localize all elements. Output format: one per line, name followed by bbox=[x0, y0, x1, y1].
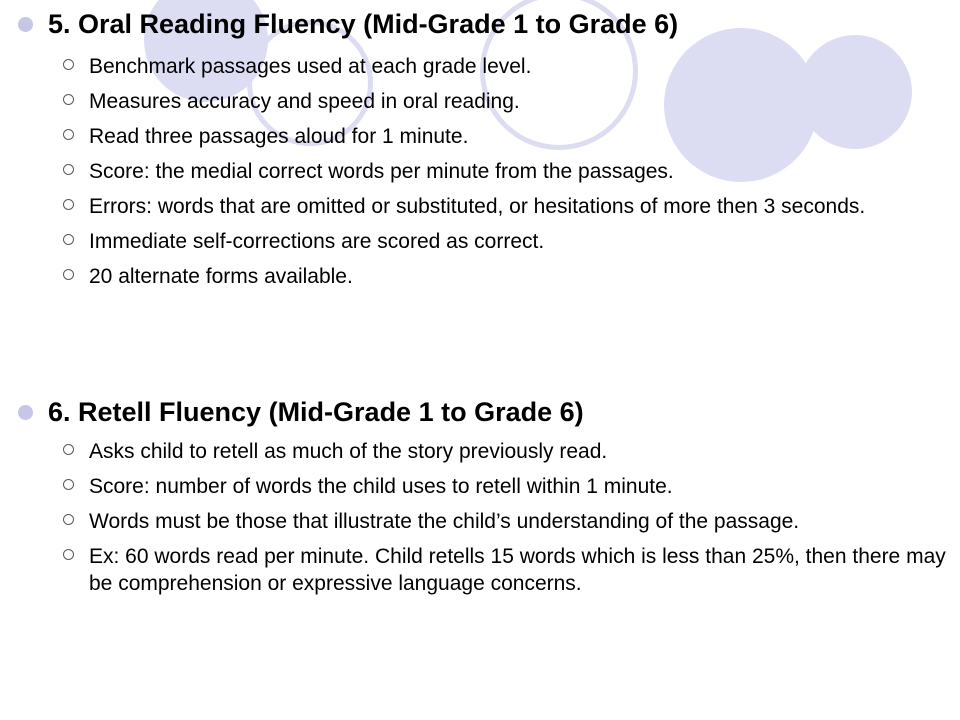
ring-bullet-icon bbox=[63, 479, 74, 490]
list-item-text: Score: the medial correct words per minute from the passages. bbox=[89, 160, 674, 183]
bullet-list bbox=[0, 438, 960, 597]
list-item bbox=[0, 53, 960, 80]
list-item bbox=[0, 193, 960, 220]
ring-bullet-icon bbox=[63, 444, 74, 455]
section-heading-text: 5. Oral Reading Fluency (Mid-Grade 1 to Grade 6) bbox=[48, 9, 679, 39]
bullet-list bbox=[0, 53, 960, 290]
list-item-text: Benchmark passages used at each grade level. bbox=[89, 55, 532, 78]
ring-bullet-icon bbox=[63, 164, 74, 175]
list-item-text: Measures accuracy and speed in oral reading. bbox=[89, 90, 520, 113]
list-item bbox=[0, 438, 960, 465]
ring-bullet-icon bbox=[63, 269, 74, 280]
list-item bbox=[0, 228, 960, 255]
list-item-text: Read three passages aloud for 1 minute. bbox=[89, 125, 469, 148]
list-item-text: Immediate self-corrections are scored as correct. bbox=[89, 230, 545, 253]
list-item bbox=[0, 473, 960, 500]
list-item bbox=[0, 508, 960, 535]
bullet-icon bbox=[18, 17, 33, 32]
ring-bullet-icon bbox=[63, 549, 74, 560]
list-item bbox=[0, 123, 960, 150]
ring-bullet-icon bbox=[63, 514, 74, 525]
list-item-text: Ex: 60 words read per minute. Child retells 15 words which is less than 25%, then there may be comprehension or expressive language concerns. bbox=[89, 545, 946, 595]
section-heading bbox=[0, 4, 960, 44]
section-heading bbox=[0, 392, 960, 432]
ring-bullet-icon bbox=[63, 199, 74, 210]
section-oral-reading-fluency bbox=[0, 4, 960, 290]
ring-bullet-icon bbox=[63, 234, 74, 245]
list-item bbox=[0, 543, 960, 597]
list-item-text: Asks child to retell as much of the story previously read. bbox=[89, 440, 608, 463]
list-item-text: Errors: words that are omitted or substituted, or hesitations of more then 3 seconds. bbox=[89, 195, 866, 218]
list-item bbox=[0, 158, 960, 185]
ring-bullet-icon bbox=[63, 94, 74, 105]
ring-bullet-icon bbox=[63, 129, 74, 140]
section-heading-text: 6. Retell Fluency (Mid-Grade 1 to Grade 6) bbox=[48, 397, 584, 427]
list-item-text: Score: number of words the child uses to retell within 1 minute. bbox=[89, 475, 673, 498]
section-retell-fluency bbox=[0, 392, 960, 597]
list-item bbox=[0, 88, 960, 115]
list-item-text: Words must be those that illustrate the child’s understanding of the passage. bbox=[89, 510, 800, 533]
list-item bbox=[0, 263, 960, 290]
bullet-icon bbox=[18, 405, 33, 420]
list-item-text: 20 alternate forms available. bbox=[89, 265, 353, 288]
ring-bullet-icon bbox=[63, 59, 74, 70]
